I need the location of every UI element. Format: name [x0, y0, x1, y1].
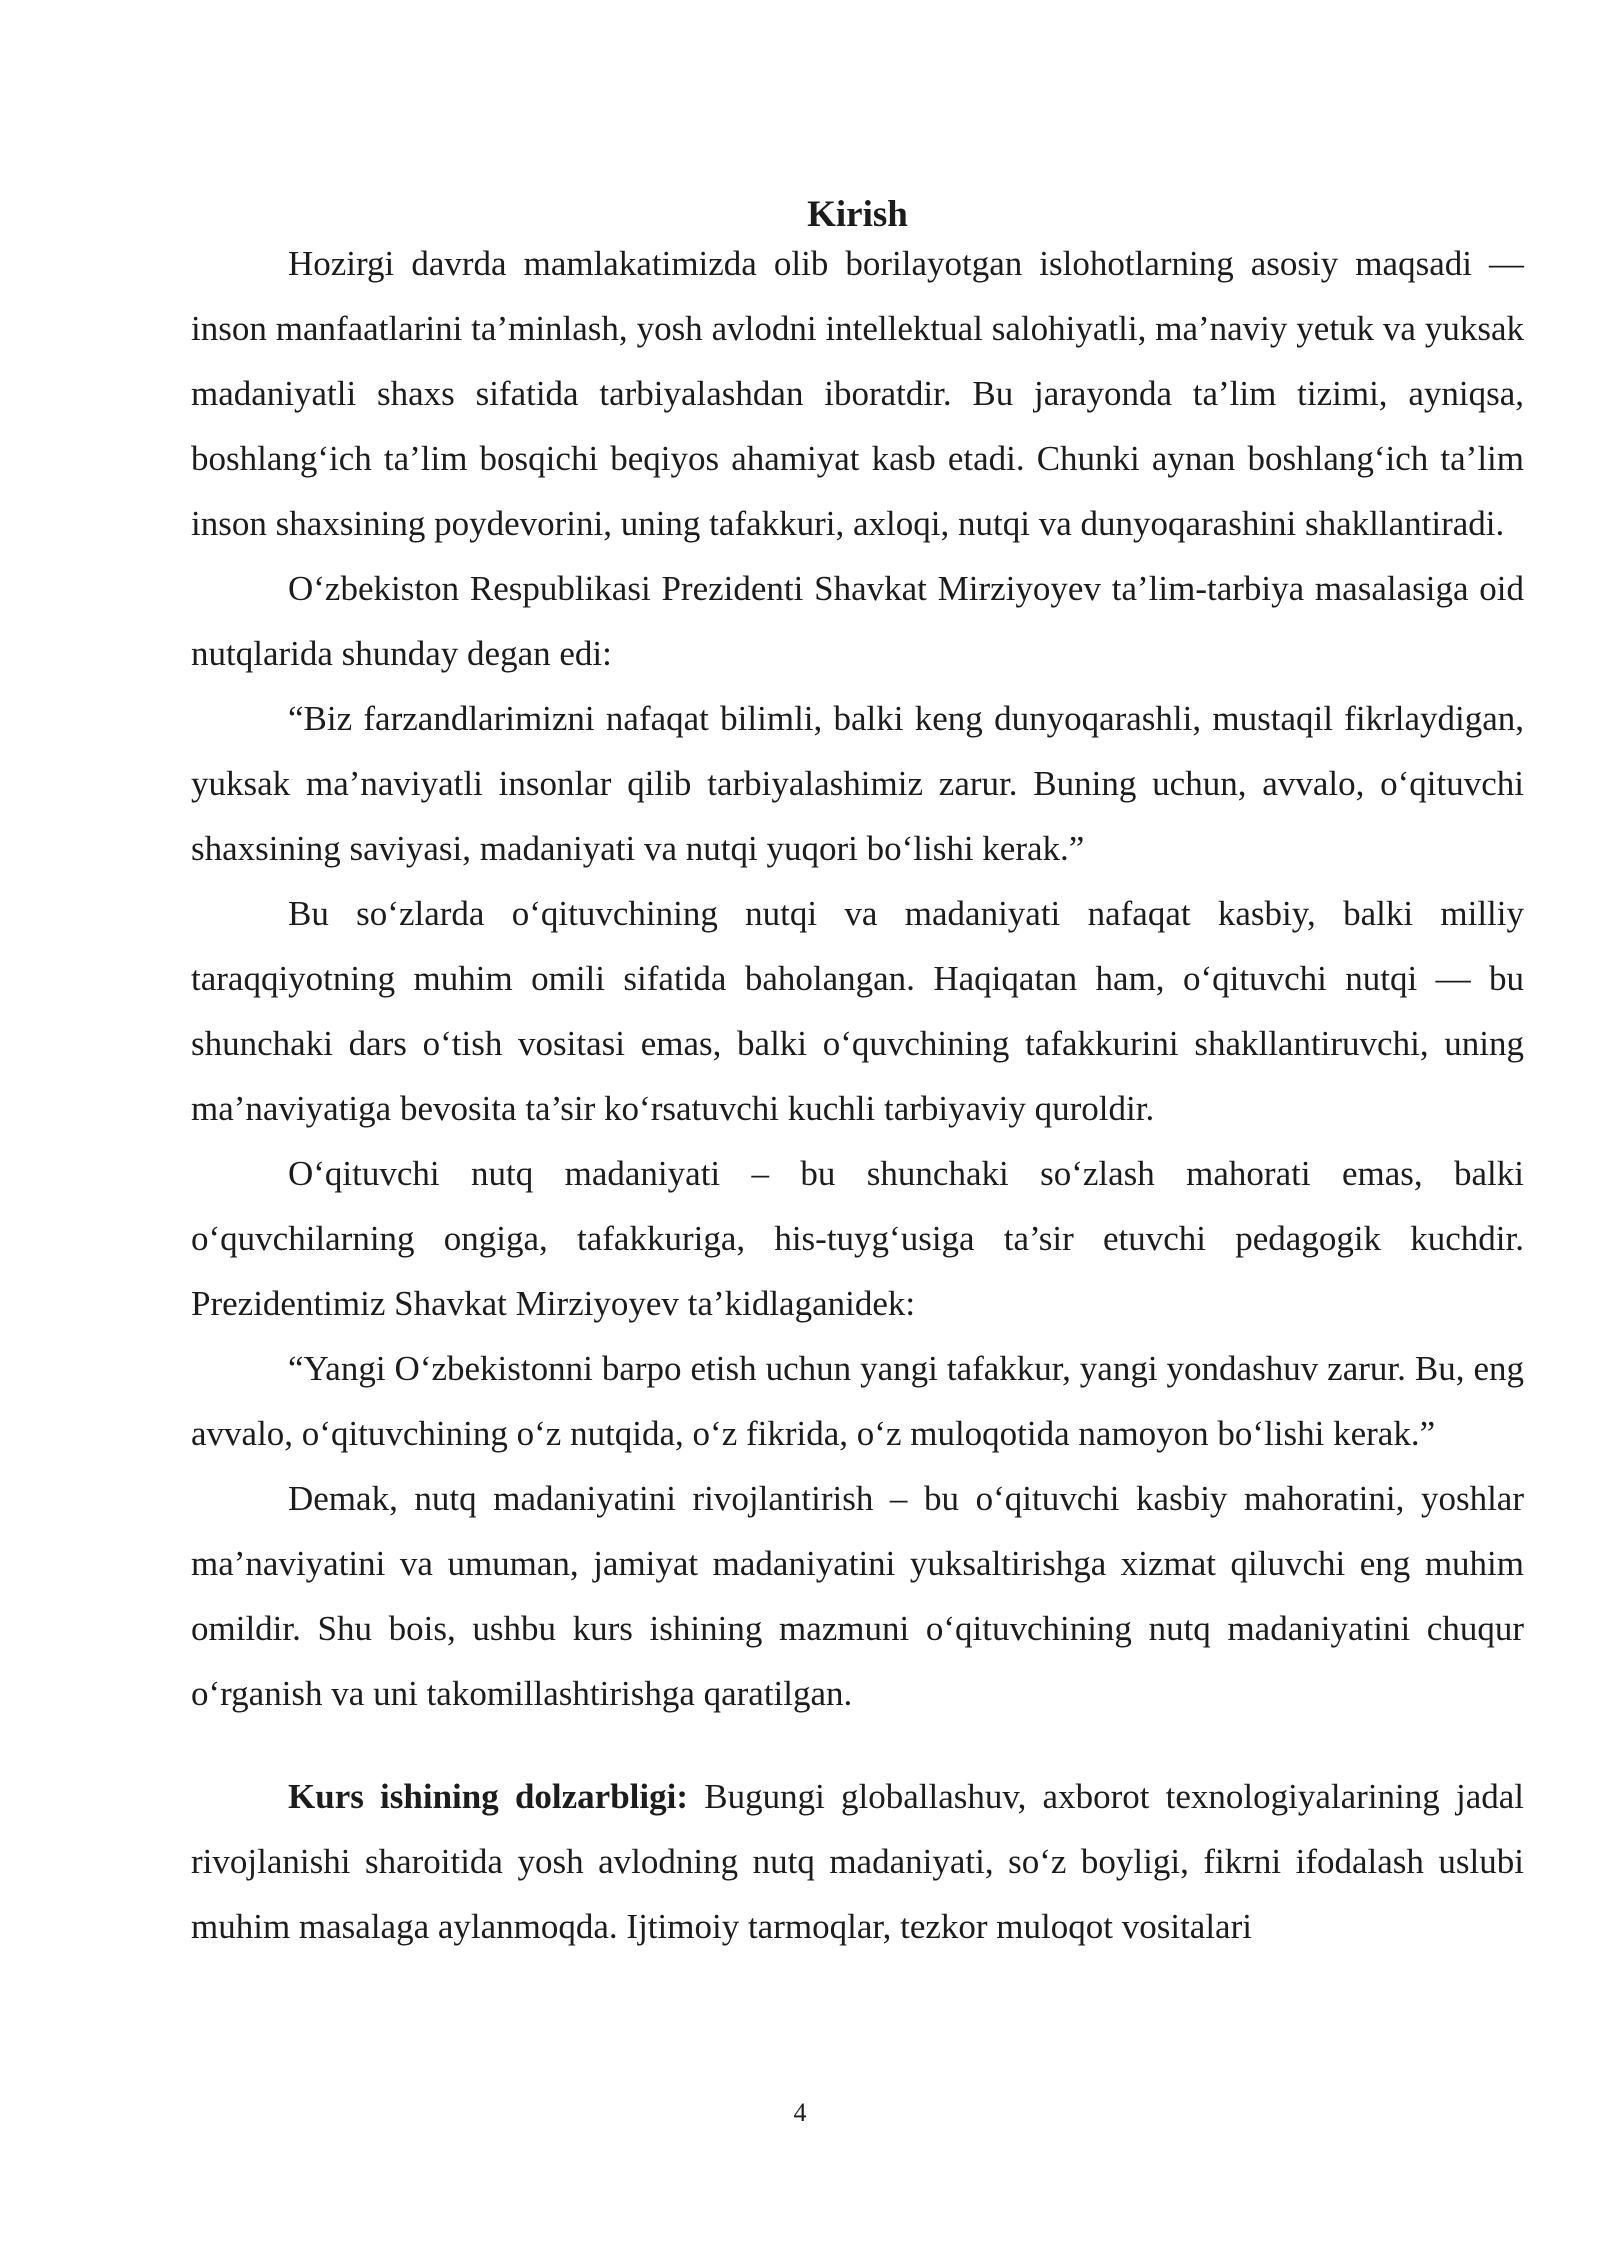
relevance-text: Bugungi globallashuv, axborot texnologiyalarining jadal rivojlanishi sharoitida yosh avlodning nutq madaniyati, soʻz boyligi, fikrni ifodalash uslubi muhim masalaga aylanmoqda. Ijtimoiy tarmoqlar, tezkor muloqot vositalari [191, 1777, 1524, 1946]
relevance-label: Kurs ishining dolzarbligi: [288, 1777, 689, 1816]
paragraph: Demak, nutq madaniyatini rivojlantirish – bu oʻqituvchi kasbiy mahoratini, yoshlar ma’naviyatini va umuman, jamiyat madaniyatini yuksaltirishga xizmat qiluvchi eng muhim omildir. Shu bois, ushbu kurs ishining mazmuni oʻqituvchining nutq madaniyatini chuqur oʻrganish va uni takomillashtirishga qaratilgan. [191, 1479, 1524, 1713]
paragraph: Bu soʻzlarda oʻqituvchining nutqi va madaniyati nafaqat kasbiy, balki milliy taraqqiyotning muhim omili sifatida baholangan. Haqiqatan ham, oʻqituvchi nutqi — bu shunchaki dars oʻtish vositasi emas, balki oʻquvchining tafakkurini shakllantiruvchi, uning ma’naviyatiga bevosita ta’sir koʻrsatuvchi kuchli tarbiyaviy quroldir. [191, 894, 1524, 1128]
page-content [191, 191, 1524, 1959]
paragraph: Oʻqituvchi nutq madaniyati – bu shunchaki soʻzlash mahorati emas, balki oʻquvchilarning ongiga, tafakkuriga, his-tuygʻusiga ta’sir etuvchi pedagogik kuchdir. Prezidentimiz Shavkat Mirziyoyev ta’kidlaganidek: [191, 1154, 1524, 1323]
paragraph: Hozirgi davrda mamlakatimizda olib borilayotgan islohotlarning asosiy maqsadi — inson manfaatlarini ta’minlash, yosh avlodni intellektual salohiyatli, ma’naviy yetuk va yuksak madaniyatli shaxs sifatida tarbiyalashdan iboratdir. Bu jarayonda ta’lim tizimi, ayniqsa, boshlangʻich ta’lim bosqichi beqiyos ahamiyat kasb etadi. Chunki aynan boshlangʻich ta’lim inson shaxsining poydevorini, uning tafakkuri, axloqi, nutqi va dunyoqarashini shakllantiradi. [191, 244, 1524, 543]
paragraph: Oʻzbekiston Respublikasi Prezidenti Shavkat Mirziyoyev ta’lim-tarbiya masalasiga oid nutqlarida shunday degan edi: [191, 569, 1524, 673]
relevance-paragraph [191, 1764, 1524, 1959]
section-heading: Kirish [807, 194, 908, 235]
quote-paragraph: “Yangi Oʻzbekistonni barpo etish uchun yangi tafakkur, yangi yondashuv zarur. Bu, eng avvalo, oʻqituvchining oʻz nutqida, oʻz fikrida, oʻz muloqotida namoyon boʻlishi kerak.” [191, 1349, 1524, 1453]
page-number: 4 [793, 2098, 807, 2127]
quote-paragraph: “Biz farzandlarimizni nafaqat bilimli, balki keng dunyoqarashli, mustaqil fikrlaydigan, yuksak ma’naviyatli insonlar qilib tarbiyalashimiz zarur. Buning uchun, avvalo, oʻqituvchi shaxsining saviyasi, madaniyati va nutqi yuqori boʻlishi kerak.” [191, 699, 1524, 868]
